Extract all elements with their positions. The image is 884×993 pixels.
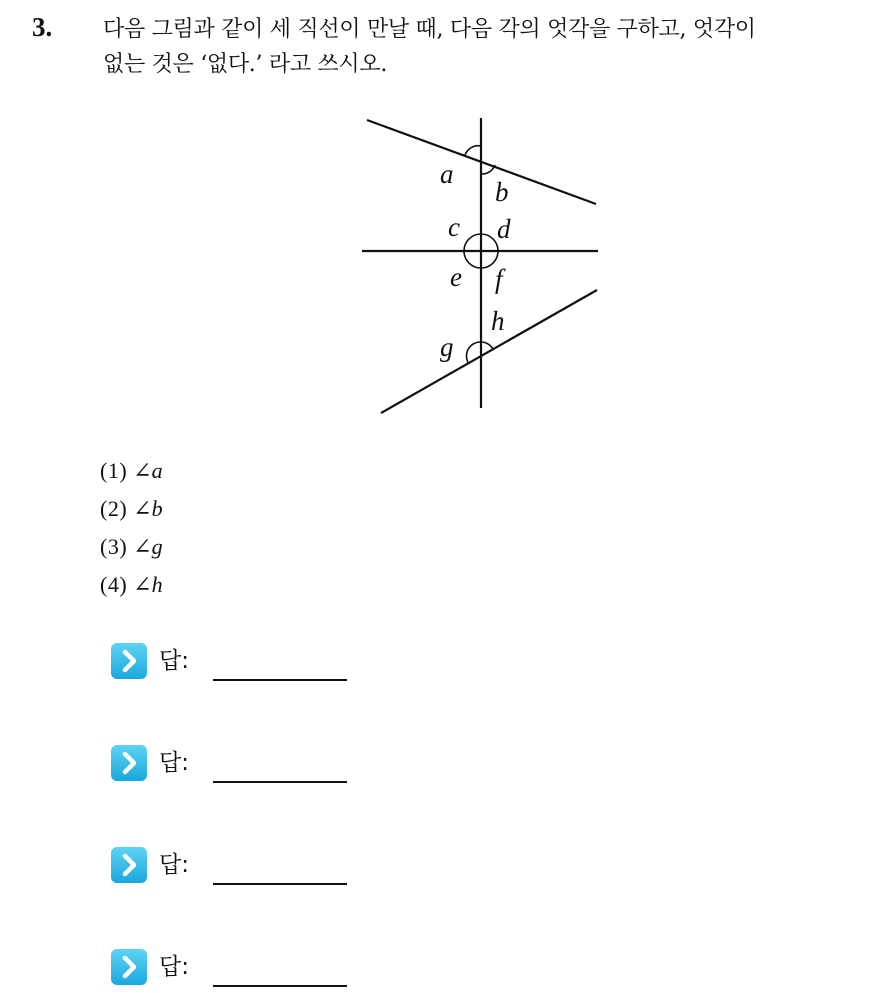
- sub-question-3: [100, 528, 163, 566]
- geometry-figure: [350, 108, 620, 428]
- answer-label: 답:: [159, 750, 189, 776]
- answer-label: 답:: [159, 954, 189, 980]
- sub-question-4: [100, 566, 163, 604]
- chevron-right-icon: [111, 745, 147, 781]
- answer-input-1[interactable]: [213, 679, 347, 681]
- sub-question-number: (4): [100, 572, 128, 597]
- answer-input-4[interactable]: [213, 985, 347, 987]
- label-h: h: [491, 306, 505, 336]
- chevron-right-icon: [111, 643, 147, 679]
- question-text: [103, 12, 873, 82]
- answer-row-4: [111, 949, 371, 989]
- sub-question-angle: ∠b: [133, 496, 163, 521]
- question-text-line-1: 다음 그림과 같이 세 직선이 만날 때, 다음 각의 엇각을 구하고, 엇각이: [103, 17, 756, 42]
- bottom-slanted-line: [381, 290, 597, 413]
- answer-row-1: [111, 643, 371, 683]
- label-d: d: [497, 214, 511, 244]
- label-c: c: [448, 212, 460, 242]
- question-text-line-2: 없는 것은 ‘없다.’ 라고 쓰시오.: [103, 52, 388, 77]
- label-g: g: [440, 332, 454, 362]
- sub-question-number: (1): [100, 458, 128, 483]
- chevron-right-icon: [111, 847, 147, 883]
- sub-question-1: [100, 452, 163, 490]
- answer-input-3[interactable]: [213, 883, 347, 885]
- label-b: b: [495, 177, 509, 207]
- sub-question-2: [100, 490, 163, 528]
- question-number: 3.: [32, 12, 53, 42]
- angle-arc-h: [481, 342, 493, 349]
- chevron-right-icon: [111, 949, 147, 985]
- three-lines-diagram: [350, 108, 620, 428]
- answer-input-2[interactable]: [213, 781, 347, 783]
- sub-question-number: (3): [100, 534, 128, 559]
- sub-question-angle: ∠h: [133, 572, 163, 597]
- sub-question-angle: ∠g: [133, 534, 163, 559]
- label-a: a: [440, 159, 454, 189]
- label-e: e: [450, 262, 462, 292]
- angle-arc-a: [465, 146, 481, 155]
- sub-question-number: (2): [100, 496, 128, 521]
- answer-row-2: [111, 745, 371, 785]
- answer-label: 답:: [159, 648, 189, 674]
- sub-question-list: [100, 452, 163, 604]
- label-f: f: [495, 264, 503, 294]
- answer-row-3: [111, 847, 371, 887]
- sub-question-angle: ∠a: [133, 458, 163, 483]
- answer-label: 답:: [159, 852, 189, 878]
